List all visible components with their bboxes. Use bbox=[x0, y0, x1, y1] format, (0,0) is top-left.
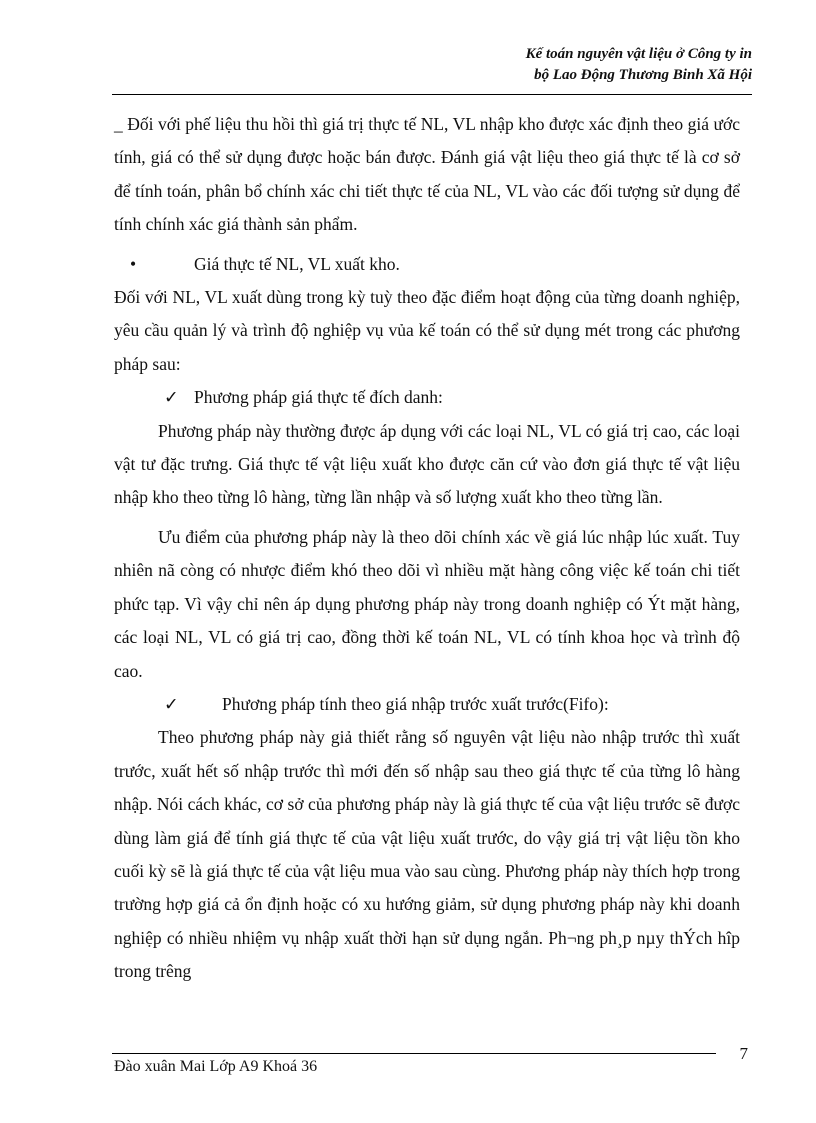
bullet-item-label: Giá thực tế NL, VL xuất kho. bbox=[194, 253, 400, 274]
bullet-icon: • bbox=[130, 253, 137, 274]
checkmark-icon: ✓ bbox=[164, 387, 179, 408]
document-body bbox=[114, 108, 740, 989]
paragraph-export-methods: Đối với NL, VL xuất dùng trong kỳ tuỳ theo đặc điểm hoạt động của từng doanh nghiệp, yêu cầu quản lý và trình độ nghiệp vụ vủa kế toán có thể sử dụng mét trong các phương pháp sau: bbox=[114, 287, 740, 374]
footer-divider bbox=[112, 1053, 716, 1054]
paragraph-scrap-valuation: _ Đối với phế liệu thu hồi thì giá trị thực tế NL, VL nhập kho được xác định theo giá ước tính, giá có thể sử dụng được hoặc bán được. Đánh giá vật liệu theo giá thực tế là cơ sở để tính toán, phân bổ chính xác chi tiết thực tế của NL, VL vào các đối tượng sử dụng để tính chính xác giá thành sản phẩm. bbox=[114, 114, 740, 235]
checklist-item-specific-identification bbox=[114, 381, 740, 414]
header-divider bbox=[112, 94, 752, 95]
paragraph-advantages: Ưu điểm của phương pháp này là theo dõi chính xác về giá lúc nhập lúc xuất. Tuy nhiên nã còng có nhược điểm khó theo dõi vì nhiều mặt hàng công việc kế toán chi tiết phức tạp. Vì vậy chỉ nên áp dụng phương pháp này trong doanh nghiệp có Ýt mặt hàng, các loại NL, VL có giá trị cao, đồng thời kế toán NL, VL có tính khoa học và trình độ cao. bbox=[114, 526, 740, 681]
checklist-item-label: Phương pháp tính theo giá nhập trước xuất trước(Fifo): bbox=[222, 693, 609, 714]
bullet-item bbox=[114, 248, 740, 281]
page-header bbox=[526, 44, 752, 86]
checklist-item-label: Phương pháp giá thực tế đích danh: bbox=[194, 387, 443, 408]
paragraph-fifo: Theo phương pháp này giả thiết rằng số nguyên vật liệu nào nhập trước thì xuất trước, xuất hết số nhập trước thì mới đến số nhập sau theo giá thực tế của từng lô hàng nhập. Nói cách khác, cơ sở của phương pháp này là giá thực tế của vật liệu trước sẽ được dùng làm giá để tính giá thực tế của vật liệu xuất trước, do vậy giá trị vật liệu tồn kho cuối kỳ sẽ là giá thực tế của vật liệu mua vào sau cùng. Phương pháp này thích hợp trong trường hợp giá cả ổn định hoặc có xu hướng giảm, sử dụng phương pháp này khi doanh nghiệp có nhiều nhiệm vụ nhập xuất thời hạn sử dụng ngắn. Ph¬ng ph¸p nµy thÝch hîp trong trêng bbox=[114, 727, 740, 982]
checklist-item-fifo bbox=[114, 688, 740, 721]
checkmark-icon: ✓ bbox=[164, 693, 179, 714]
page-number: 7 bbox=[739, 1044, 748, 1063]
header-title-line2: bộ Lao Động Thương Binh Xã Hội bbox=[534, 67, 752, 83]
header-title-line1: Kế toán nguyên vật liệu ở Công ty in bbox=[525, 46, 752, 62]
paragraph-specific-identification: Phương pháp này thường được áp dụng với các loại NL, VL có giá trị cao, các loại vật tư đặc trưng. Giá thực tế vật liệu xuất kho được căn cứ vào đơn giá thực tế vật liệu nhập kho theo từng lô hàng, từng lần nhập và số lượng xuất kho theo từng lần. bbox=[114, 420, 740, 508]
footer-author: Đào xuân Mai Lớp A9 Khoá 36 bbox=[114, 1058, 318, 1075]
